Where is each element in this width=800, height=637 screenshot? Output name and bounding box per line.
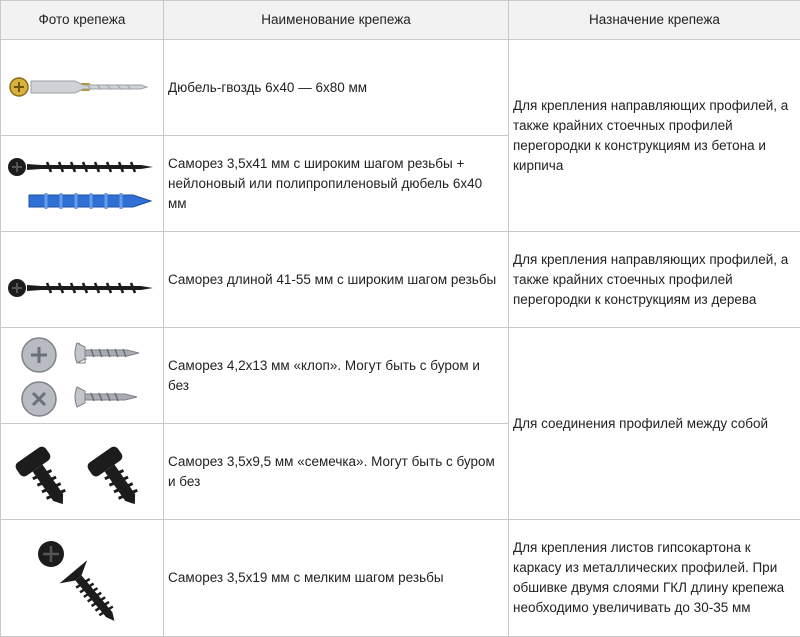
- fastener-purpose: Для крепления направляющих профилей, а также крайних стоечных профилей перегородки к конструкциям из дерева: [509, 232, 800, 328]
- pan-head-screw-icon: [1, 425, 164, 519]
- fastener-purpose: Для крепления направляющих профилей, а также крайних стоечных профилей перегородки к конструкциям из бетона и кирпича: [509, 40, 800, 232]
- fastener-name: Саморез длиной 41-55 мм с широким шагом резьбы: [164, 232, 509, 328]
- photo-cell: [1, 328, 164, 424]
- fastener-name: Саморез 3,5х9,5 мм «семечка». Могут быть с буром и без: [164, 424, 509, 520]
- table-row: [1, 520, 800, 637]
- header-name: Наименование крепежа: [164, 1, 509, 40]
- table-row: [1, 40, 800, 136]
- dowel-nail-icon: [1, 41, 164, 135]
- fastener-purpose: Для соединения профилей между собой: [509, 328, 800, 520]
- photo-cell: [1, 520, 164, 637]
- photo-cell: [1, 232, 164, 328]
- fine-thread-screw-icon: [1, 521, 164, 636]
- fastener-purpose: Для крепления листов гипсокартона к каркасу из металлических профилей. При обшивке двумя слоями ГКЛ длину крепежа необходимо увеличивать до 30-35 мм: [509, 520, 800, 637]
- fastener-name: Дюбель-гвоздь 6х40 — 6х80 мм: [164, 40, 509, 136]
- photo-cell: [1, 424, 164, 520]
- photo-cell: [1, 40, 164, 136]
- wafer-head-screw-icon: [1, 329, 164, 423]
- fastener-name: Саморез 3,5х19 мм с мелким шагом резьбы: [164, 520, 509, 637]
- photo-cell: [1, 136, 164, 232]
- fastener-name: Саморез 4,2х13 мм «клоп». Могут быть с буром и без: [164, 328, 509, 424]
- coarse-thread-screw-icon: [1, 233, 164, 327]
- table-row: [1, 328, 800, 424]
- header-row: [1, 1, 800, 40]
- table-row: [1, 232, 800, 328]
- screw-with-blue-dowel-icon: [1, 137, 164, 231]
- fastener-name: Саморез 3,5х41 мм с широким шагом резьбы + нейлоновый или полипропиленовый дюбель 6х40 мм: [164, 136, 509, 232]
- header-purpose: Назначение крепежа: [509, 1, 800, 40]
- header-photo: Фото крепежа: [1, 1, 164, 40]
